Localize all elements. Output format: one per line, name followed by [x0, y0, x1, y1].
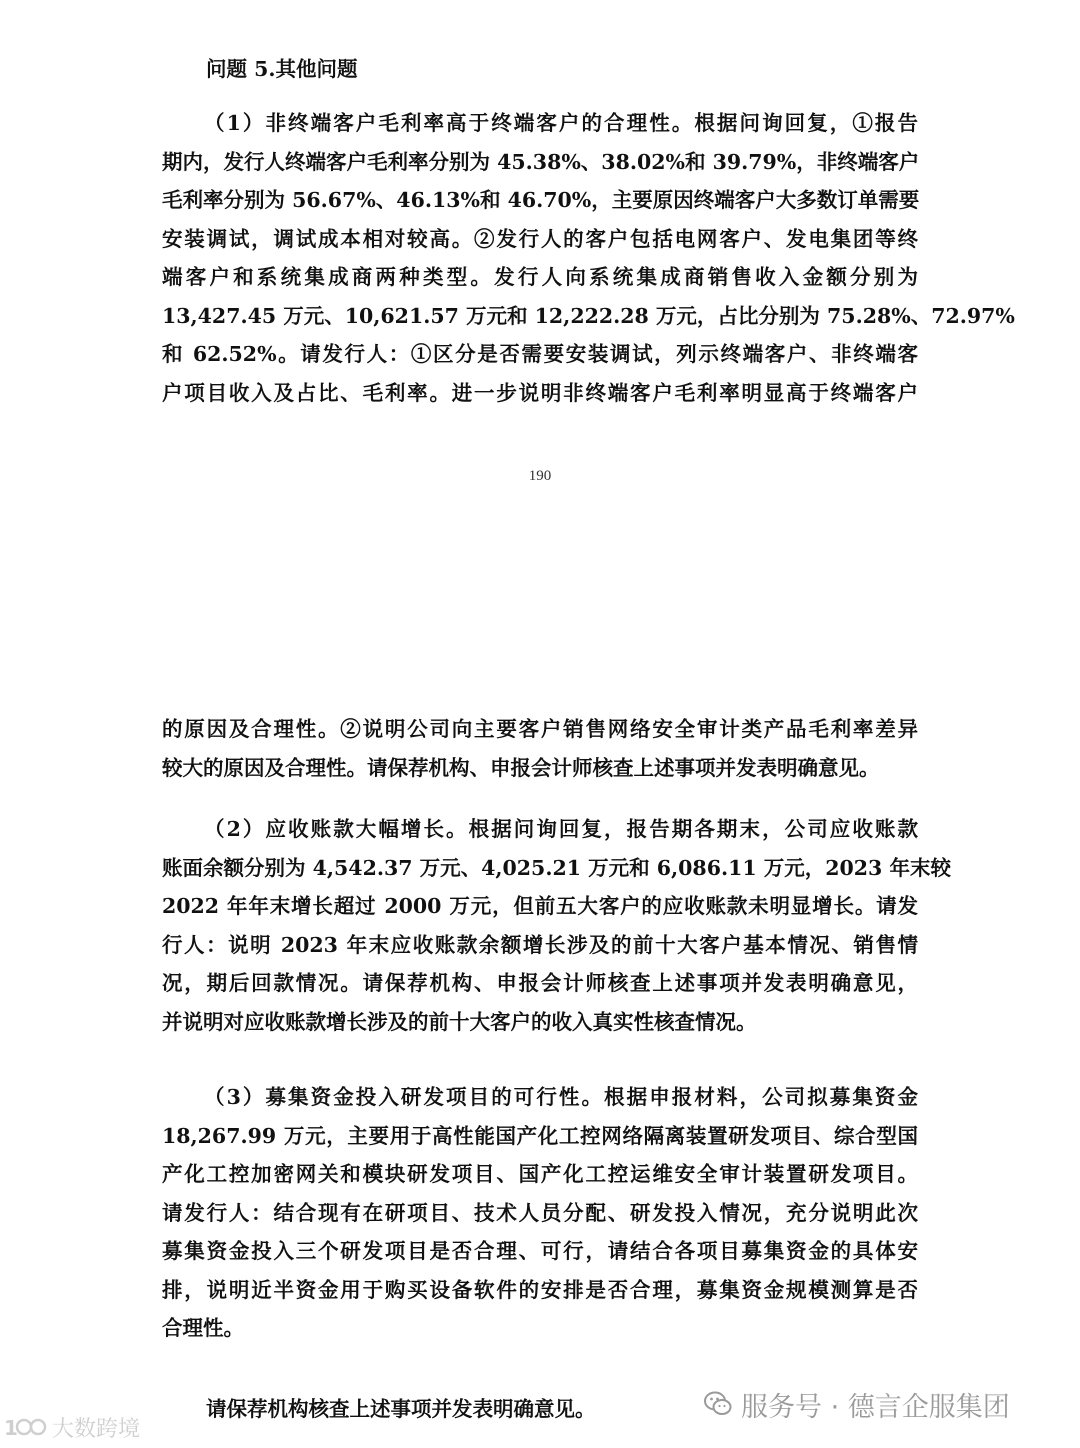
- text-line: 较大的原因及合理性。请保荐机构、申报会计师核查上述事项并发表明确意见。: [162, 755, 880, 780]
- text-line: 和 62.52%。请发行人：①区分是否需要安装调试，列示终端客户、非终端客: [162, 342, 918, 366]
- logo-icon: [4, 1412, 48, 1442]
- text-line: 期内，发行人终端客户毛利率分别为 45.38%、38.02%和 39.79%，非终端客户: [162, 149, 920, 174]
- text-line: 18,267.99 万元，主要用于高性能国产化工控网络隔离装置研发项目、综合型国: [162, 1123, 918, 1148]
- watermark-brand: [4, 1410, 140, 1444]
- paragraph-3: [162, 1078, 918, 1348]
- section-heading: 问题 5.其他问题: [206, 57, 358, 81]
- text-line: 的原因及合理性。②说明公司向主要客户销售网络安全审计类产品毛利率差异: [162, 717, 918, 741]
- text-line: 请发行人：结合现有在研项目、技术人员分配、研发投入情况，充分说明此次: [162, 1200, 918, 1225]
- text-line: 13,427.45 万元、10,621.57 万元和 12,222.28 万元，占比分别为 75.28%、72.97%: [162, 303, 1015, 328]
- text-line: 2022 年年末增长超过 2000 万元，但前五大客户的应收账款未明显增长。请发: [162, 894, 918, 918]
- text-line: 账面余额分别为 4,542.37 万元、4,025.21 万元和 6,086.11 万元，2023 年末较: [162, 855, 951, 880]
- text-line: 行人：说明 2023 年末应收账款余额增长涉及的前十大客户基本情况、销售情: [162, 932, 918, 957]
- closing-request: 请保荐机构核查上述事项并发表明确意见。: [206, 1397, 596, 1421]
- text-line: 端客户和系统集成商两种类型。发行人向系统集成商销售收入金额分别为: [162, 265, 918, 289]
- paragraph-1: [162, 104, 1015, 412]
- watermark-text: 服务号 · 德言企服集团: [741, 1391, 1010, 1423]
- watermark-service-account: [703, 1384, 1010, 1424]
- text-line: 况，期后回款情况。请保荐机构、申报会计师核查上述事项并发表明确意见，: [162, 971, 918, 995]
- text-line: 产化工控加密网关和模块研发项目、国产化工控运维安全审计装置研发项目。: [162, 1162, 918, 1186]
- text-line: 募集资金投入三个研发项目是否合理、可行，请结合各项目募集资金的具体安: [162, 1239, 918, 1263]
- text-line: 毛利率分别为 56.67%、46.13%和 46.70%，主要原因终端客户大多数订单需要: [162, 188, 920, 212]
- paragraph-1-continued: [162, 710, 918, 787]
- svg-text:1: 1: [4, 1416, 18, 1440]
- text-line: 安装调试，调试成本相对较高。②发行人的客户包括电网客户、发电集团等终: [162, 226, 918, 251]
- text-line: 排，说明近半资金用于购买设备软件的安排是否合理，募集资金规模测算是否: [162, 1277, 918, 1302]
- text-line: （3）募集资金投入研发项目的可行性。根据申报材料，公司拟募集资金: [204, 1085, 918, 1109]
- text-line: 户项目收入及占比、毛利率。进一步说明非终端客户毛利率明显高于终端客户: [162, 380, 918, 405]
- wechat-icon: [703, 1389, 733, 1419]
- text-line: 并说明对应收账款增长涉及的前十大客户的收入真实性核查情况。: [162, 1009, 757, 1034]
- text-line: （1）非终端客户毛利率高于终端客户的合理性。根据问询回复，①报告: [204, 111, 918, 135]
- text-line: （2）应收账款大幅增长。根据问询回复，报告期各期末，公司应收账款: [204, 817, 918, 841]
- paragraph-2: [162, 810, 951, 1041]
- page-number: 190: [528, 468, 552, 484]
- text-line: 合理性。: [162, 1316, 244, 1340]
- watermark-text: 大数跨境: [52, 1416, 141, 1442]
